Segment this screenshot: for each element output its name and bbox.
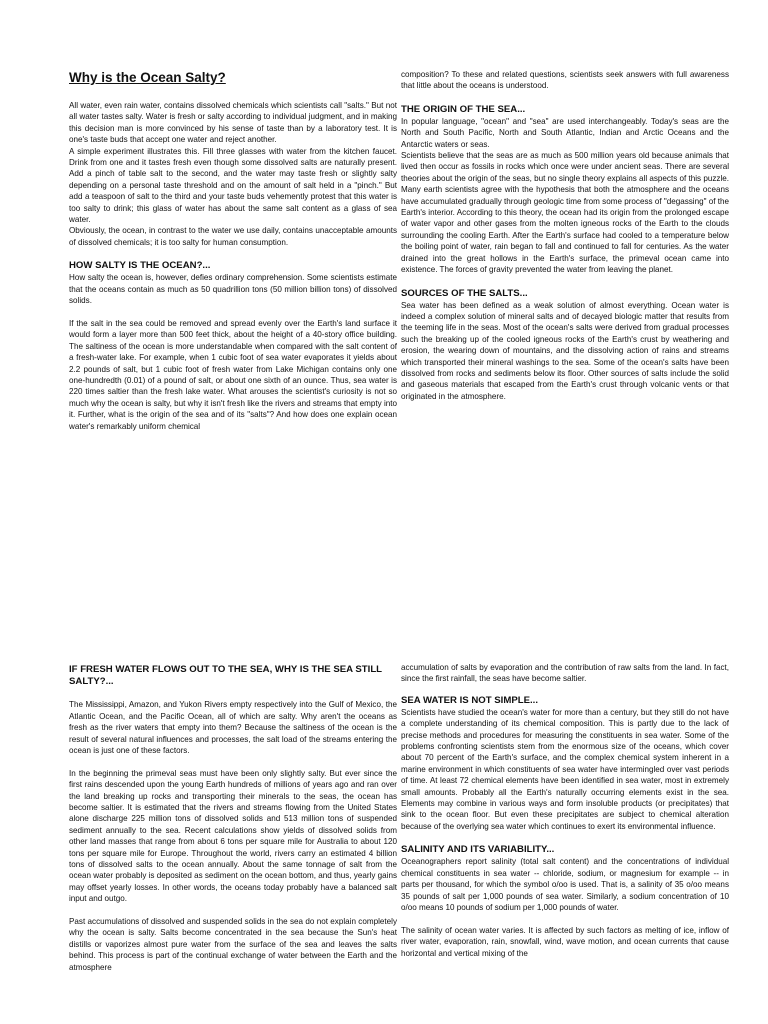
section-heading-not-simple: SEA WATER IS NOT SIMPLE... (401, 694, 538, 706)
continuation-paragraph: accumulation of salts by evaporation and the contribution of raw salts from the land. In fact, since the first rainfall, the seas have become saltier. (401, 663, 729, 684)
paragraph-spacer (69, 756, 397, 767)
salinity-paragraph-1: Oceanographers report salinity (total salt content) and the concentrations of individual chemical constituents in sea water -- chloride, sodium, or magnesium for example -- in parts per thousand, for which the symbol o/oo is used. That is, a salinity of 35 o/oo means 35 pounds of salt per 1,000 pounds of sea water. Similarly, a sodium concentration of 10 o/oo means 10 pounds of sodium per 1,000 pounds of water. (401, 857, 729, 912)
fresh-water-paragraph-3: Past accumulations of dissolved and suspended solids in the sea do not explain completely why the ocean is salty. Salts become concentrated in the sea because the Sun's heat distills or vaporizes almost pure water from the surface of the sea and leaves the salts behind. This process is part of the continual exchange of water between the Earth and the atmosphere (69, 917, 397, 972)
paragraph-spacer (401, 913, 729, 924)
intro-paragraph-3: Obviously, the ocean, in contrast to the water we use daily, contains unacceptable amounts of dissolved chemicals; it is too salty for human consumption. (69, 226, 397, 247)
paragraph-spacer (69, 307, 397, 318)
origin-paragraph-2: Scientists believe that the seas are as much as 500 million years old because animals that lived then occur as fossils in rocks which once were under ancient seas. There are several theories about the origin of the seas, but no single theory explains all aspects of this puzzle. Many earth scientists agree with the hypothesis that both the atmosphere and the oceans have accumulated gradually through geologic time from some process of "degassing" of the Earth's interior. According to this theory, the ocean had its origin from the prolonged escape of water vapor and other gases from the molten igneous rocks of the Earth to the clouds surrounding the cooling Earth. After the Earth's surface had cooled to a temperature below the boiling point of water, rain began to fall and continued to fall for centuries. As the water drained into the great hollows in the Earth's surface, the primeval ocean came into existence. The forces of gravity prevented the water from leaving the planet. (401, 151, 729, 275)
intro-paragraph-2: A simple experiment illustrates this. Fill three glasses with water from the kitchen faucet. Drink from one and it tastes fresh even though some dissolved salts are naturally present. Add a pinch of table salt to the second, and the water may taste fresh or slightly salty depending on a personal taste threshold and on the amount of salt held in a "pinch." But add a teaspoon of salt to the third and your taste buds vehemently protest that this water is too salty to drink; this glass of water has about the same salt content as a glass of sea water. (69, 146, 397, 225)
section-heading-salinity: SALINITY AND ITS VARIABILITY... (401, 844, 555, 856)
page2-left-column (69, 664, 397, 973)
origin-paragraph-1: In popular language, "ocean" and "sea" are used interchangeably. Today's seas are the North and South Pacific, North and South Atlantic, Indian and Arctic Oceans and the Antarctic waters or seas. (401, 116, 729, 149)
how-salty-paragraph-1: How salty the ocean is, however, defies ordinary comprehension. Some scientists estimate that the oceans contain as much as 50 quadrillion tons (50 million billion tons) of dissolved solids. (69, 273, 397, 306)
fresh-water-paragraph-2: In the beginning the primeval seas must have been only slightly salty. But ever since the first rains descended upon the young Earth hundreds of millions of years ago and ran over the land breaking up rocks and transporting their minerals to the seas, the ocean has become saltier. It is estimated that the rivers and streams flowing from the United States alone discharge 225 million tons of dissolved solids and 513 million tons of suspended sediment annually to the sea. Recent calculations show yields of dissolved solids from other land masses that range from about 6 tons per square mile for Australia to about 120 tons per square mile for Europe. Throughout the world, rivers carry an estimated 4 billion tons of dissolved salts to the ocean annually. About the same tonnage of salt from the ocean water probably is deposited as sediment on the ocean bottom, and thus, yearly gains may offset yearly losses. In other words, the oceans today probably have a balanced salt input and outgo. (69, 768, 397, 904)
page2-right-column (401, 662, 729, 959)
page1-right-column (401, 69, 729, 402)
sources-paragraph: Sea water has been defined as a weak solution of almost everything. Ocean water is indeed a complex solution of mineral salts and of decayed biologic matter that results from the teeming life in the seas. Most of the ocean's salts were derived from gradual processes such the breaking up of the cooled igneous rocks of the Earth's crust by weathering and erosion, the wearing down of mountains, and the dissolving action of rains and streams which transported their mineral washings to the sea. Some of the ocean's salts have been dissolved from rocks and sediments below its floor. Other sources of salts include the solid and gaseous materials that escaped from the Earth's crust through volcanic vents or that originated in the atmosphere. (401, 300, 729, 401)
section-heading-sources: SOURCES OF THE SALTS... (401, 287, 528, 299)
section-heading-origin: THE ORIGIN OF THE SEA... (401, 103, 526, 115)
salinity-paragraph-2: The salinity of ocean water varies. It is affected by such factors as melting of ice, inflow of river water, evaporation, rain, snowfall, wind, wave motion, and ocean currents that cause horizontal and vertical mixing of the (401, 925, 729, 958)
paragraph-spacer (69, 905, 397, 916)
intro-paragraph-1: All water, even rain water, contains dissolved chemicals which scientists call "salts." But not all water tastes salty. Water is fresh or salty according to individual judgment, and in making this decision man is more convinced by his sense of taste than by a laboratory test. It is one's taste buds that accept one water and reject another. (69, 101, 397, 145)
paragraph-spacer (69, 688, 397, 699)
page1-left-column (69, 70, 397, 432)
not-simple-paragraph: Scientists have studied the ocean's water for more than a century, but they still do not have a complete understanding of its chemical composition. This is partly due to the lack of precise methods and procedures for measuring the constituents in sea water. Some of the problems confronting scientists stem from the enormous size of the oceans, which cover about 70 percent of the Earth's surface, and the complex chemical system inherent in a marine environment in which constituents of sea water have intermingled over vast periods of time. At least 72 chemical elements have been identified in sea water, most in extremely small amounts. Probably all the Earth's naturally occurring elements exist in the sea. Elements may combine in various ways and form insoluble products (or precipitates) that sink to the ocean floor. But even these precipitates are subject to chemical alteration because of the overlying sea water which continues to exert its environmental influence. (401, 707, 729, 831)
how-salty-paragraph-2: If the salt in the sea could be removed and spread evenly over the Earth's land surface it would form a layer more than 500 feet thick, about the height of a 40-story office building. The saltiness of the ocean is more understandable when compared with the salt content of a fresh-water lake. For example, when 1 cubic foot of sea water evaporates it yields about 2.2 pounds of salt, but 1 cubic foot of fresh water from Lake Michigan contains only one one-hundredth (0.01) of a pound of salt, or about one sixth of an ounce. Thus, sea water is 220 times saltier than the fresh lake water. What arouses the scientist's curiosity is not so much why the ocean is salty, but why it isn't fresh like the rivers and streams that empty into it. Further, what is the origin of the sea and of its "salts"? And how does one explain ocean water's remarkably uniform chemical (69, 318, 397, 431)
section-heading-how-salty: HOW SALTY IS THE OCEAN?... (69, 260, 211, 272)
section-heading-fresh-water: IF FRESH WATER FLOWS OUT TO THE SEA, WHY IS THE SEA STILL SALTY?... (69, 664, 382, 687)
fresh-water-paragraph-1: The Mississippi, Amazon, and Yukon Rivers empty respectively into the Gulf of Mexico, the Atlantic Ocean, and the Pacific Ocean, all of which are salty. Why aren't the oceans as fresh as the river waters that empty into them? Because the saltiness of the ocean is the result of several natural influences and processes, the salt load of the streams entering the ocean is just one of these factors. (69, 700, 397, 756)
continuation-paragraph: composition? To these and related questions, scientists seek answers with full awareness that little about the oceans is understood. (401, 70, 729, 91)
document-title: Why is the Ocean Salty? (69, 70, 226, 85)
